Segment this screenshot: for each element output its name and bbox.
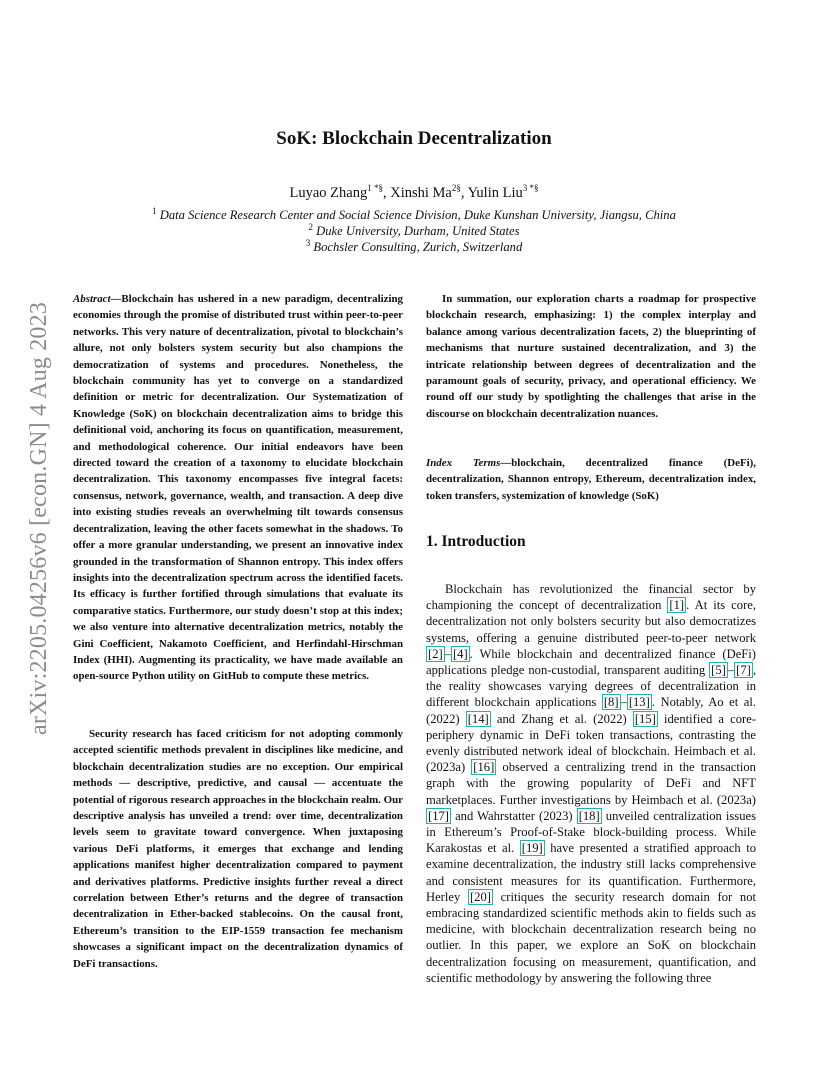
intro-text: . Notably, Ao et al. (2022)	[426, 695, 756, 726]
arxiv-identifier-text: arXiv:2205.04256v6 [econ.GN] 4 Aug 2023	[26, 301, 53, 735]
author-marks: 3 *§	[522, 183, 539, 193]
intro-text: Blockchain has revolutionized the financial sector by championing the concept of decentralization	[426, 582, 756, 613]
citation-link[interactable]: [5]	[711, 663, 726, 678]
arxiv-identifier	[21, 264, 59, 772]
affiliation-text: Bochsler Consulting, Zurich, Switzerland	[313, 240, 523, 255]
abstract-paragraph	[73, 291, 403, 685]
citation-link[interactable]: [17]	[428, 808, 449, 823]
affiliation	[0, 206, 828, 223]
intro-text: . While blockchain and decentralized finance (DeFi) applications pledge non-custodial, transparent auditing	[426, 646, 756, 678]
index-terms-paragraph	[426, 455, 756, 504]
section-number: 1.	[426, 533, 438, 550]
citation-link[interactable]: [15]	[634, 711, 656, 726]
intro-text: –	[620, 695, 627, 710]
abstract-summary-column	[426, 291, 756, 422]
citation-link[interactable]: [14]	[467, 711, 489, 726]
citation-link[interactable]: [4]	[452, 646, 468, 661]
citation-link[interactable]: [13]	[628, 695, 650, 710]
citation-link[interactable]: [19]	[521, 841, 543, 856]
author-marks: 2§	[451, 183, 461, 193]
intro-text: –	[727, 663, 735, 678]
intro-text: –	[444, 646, 451, 661]
section-title: Introduction	[441, 533, 526, 550]
introduction-column	[426, 581, 756, 986]
index-terms	[426, 455, 756, 504]
author-marks: 1 *§	[367, 183, 383, 193]
citation-link[interactable]: [1]	[669, 598, 685, 613]
intro-text: , the reality showcases varying degrees of decentralization in different blockchain applications	[426, 663, 756, 710]
abstract-label: Abstract	[73, 293, 111, 305]
intro-text: and Zhang et al. (2022)	[490, 711, 633, 726]
intro-text: unveiled centralization issues in Ethereum’s Proof-of-Stake block-building process. While Karakostas et al.	[426, 808, 756, 856]
affiliation	[0, 238, 828, 255]
section-heading	[426, 533, 526, 551]
affiliation-number: 2	[308, 222, 313, 232]
citation-link[interactable]: [7]	[736, 663, 751, 678]
intro-text: critiques the security research domain for not embracing standardized scientific methods akin to fields such as medicine, with blockchain decentralization research being no outlier. In this paper, we explore an SoK on blockchain decentralization focusing on measurement, quantification, and scientific methodology by answering the following three	[426, 889, 756, 985]
intro-text: identified a core-periphery dynamic in DeFi token transactions, contrasting the evenly distributed network ideal of blockchain. Heimbach et al. (2023a)	[426, 711, 756, 775]
abstract-column-continued	[73, 726, 403, 972]
paper-title: SoK: Blockchain Decentralization	[276, 128, 552, 149]
abstract-paragraph: In summation, our exploration charts a roadmap for prospective blockchain research, emphasizing: 1) the complex interplay and balance among various decentralization facets, 2) the blueprinting of mechanisms that nurture sustained decentralization, and 3) the intricate relationship between degrees of decentralization and the paramount goals of security, privacy, and operational efficiency. We round off our study by spotlighting the challenges that arise in the discourse on blockchain decentralization nuances.	[426, 293, 756, 420]
affiliation-number: 3	[305, 238, 311, 248]
intro-text: and Wahrstatter (2023)	[450, 808, 577, 823]
author-list: Luyao Zhang$^{1 *\S}$, Xinshi $Ma^{2\S}$, Yulin Liu$^{3 *\S}$	[289, 183, 539, 201]
intro-text: . At its core, decentralization not only bolsters security but also democratizes systems, offering a genuine distributed peer-to-peer network	[426, 598, 756, 645]
author-name: Luyao Zhang	[289, 184, 368, 201]
citation-link[interactable]: [18]	[578, 808, 600, 823]
introduction-paragraph	[426, 581, 756, 986]
abstract-paragraph: Security research has faced criticism for not adopting commonly accepted scientific methods prevalent in disciplines like medicine, and blockchain decentralization studies are no exception. Our empirical methods — descriptive, predictive, and causal — accentuate the potential of rigorous research approaches in the blockchain realm. Our descriptive analysis has unveiled a trend: over time, decentralization levels seem to gravitate toward convergence. When juxtaposing various DeFi platforms, it emerges that exchange and lending applications manifest higher decentralization compared to payment and derivatives platforms. Predictive insights further reveal a direct correlation between Ether’s returns and the degree of transaction decentralization in Ether-backed stablecoins. On the causal front, Ethereum’s transition to the EIP-1559 transaction fee mechanism showcases a significant impact on the decentralization dynamics of DeFi transactions.	[73, 728, 403, 970]
citation-link[interactable]: [16]	[473, 760, 495, 775]
citation-link[interactable]: [20]	[469, 889, 491, 904]
intro-text: observed a centralizing trend in the transaction graph with the growing popularity of DeFi and NFT marketplaces. Further investigations by Heimbach et al. (2023a)	[426, 760, 756, 807]
intro-text: have presented a stratified approach to examine decentralization, the industry still lacks comprehensive and consistent measures for its quantification. Furthermore, Herley	[426, 841, 756, 904]
author-name: Xinshi Ma	[390, 184, 452, 201]
abstract-column	[73, 291, 403, 685]
author-name: Yulin Liu	[467, 184, 523, 201]
index-terms-text: —blockchain, decentralized finance (DeFi), decentralization, Shannon entropy, Ethereum, decentralization index, token transfers, systemization of knowledge (SoK)	[426, 457, 756, 502]
abstract-text: —Blockchain has ushered in a new paradigm, decentralizing economies through the promise of distributed trust within peer-to-peer networks. This very nature of decentralization, pivotal to blockchain’s allure, not only bolsters system security but also champions the democratization of systems and procedures. Nonetheless, the blockchain community has yet to converge on a standardized definition or metric for decentralization. Our Systematization of Knowledge (SoK) on blockchain decentralization aims to bridge this definitional void, anchoring its focus on quantification, measurement, and methodological coherence. Our initial endeavors have been directed toward the creation of a taxonomy to elucidate blockchain decentralization. This taxonomy encompasses five integral facets: consensus, network, governance, wealth, and transaction. A deep dive into existing studies reveals an overwhelming tilt towards consensus decentralization, leaving the other facets somewhat in the shadows. To offer a more granular understanding, we present an innovative index grounded in the transformation of Shannon entropy. This index offers insights into the decentralization spectrum across the identified facets. Its efficacy is further fortified through simulations that evaluate its comparative statics. Furthermore, our study doesn’t stop at this index; we also venture into alternative decentralization metrics, notably the Gini Coefficient, Nakamoto Coefficient, and Herfindahl-Hirschman Index (HHI). Augmenting its practicality, we have made available an open-source Python utility on GitHub to compute these metrics.	[73, 293, 403, 683]
affiliation	[0, 222, 828, 239]
affiliation-text: Duke University, Durham, United States	[316, 224, 520, 239]
affiliation-text: Data Science Research Center and Social Science Division, Duke Kunshan University, Jiangsu, China	[159, 208, 676, 223]
affiliation-number: 1	[152, 206, 157, 216]
citation-link[interactable]: [2]	[428, 646, 443, 661]
index-terms-label: Index Terms	[426, 457, 501, 469]
citation-link[interactable]: [8]	[603, 695, 619, 710]
